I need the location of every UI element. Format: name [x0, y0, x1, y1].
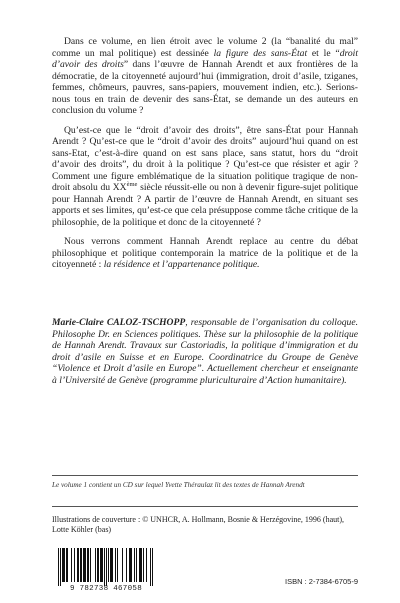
barcode	[48, 548, 164, 594]
barcode-bar	[134, 548, 135, 582]
barcode-bar	[111, 548, 112, 582]
text-run: et le “	[307, 47, 340, 59]
barcode-bar	[139, 548, 140, 582]
author-bio-text: , responsable de l’organisation du colloque. Philosophe Dr. en Sciences politiques. Thèse sur la philosophie de la politique de Hannah Arendt. Travaux sur Castoriadis, la politique d’immigration et du droit d’asile en Suisse et en Europe. Coordinatrice du Groupe de Genève “Violence et Droit d’asile en Europe”. Actuellement chercheur et enseignante à l’Université de Genève (programme pluriculturaire d’Action humanitaire).	[52, 317, 358, 386]
cd-note: Le volume 1 contient un CD sur lequel Yvette Théraulaz lit des textes de Hannah Arendt	[52, 481, 305, 489]
barcode-bar	[60, 548, 61, 586]
barcode-bar	[67, 548, 68, 582]
barcode-bar	[98, 548, 99, 582]
divider-top	[52, 475, 358, 476]
barcode-bar	[85, 548, 86, 582]
barcode-bar	[100, 548, 101, 582]
barcode-bar	[150, 548, 151, 586]
paragraph-2	[52, 125, 358, 229]
barcode-bar	[87, 548, 88, 582]
barcode-number: 9 782738 467058	[69, 585, 142, 593]
author-bio	[52, 317, 358, 386]
divider-bottom	[52, 506, 358, 507]
barcode-bar	[90, 548, 91, 582]
barcode-bar	[80, 548, 81, 582]
italic-run: la figure des sans-État	[213, 47, 308, 59]
barcode-bar	[88, 548, 89, 582]
barcode-bar	[83, 548, 84, 582]
barcode-bar	[122, 548, 123, 582]
barcode-bar	[64, 548, 65, 582]
barcode-bar	[136, 548, 137, 582]
barcode-bar	[104, 548, 105, 586]
barcode-bar	[77, 548, 78, 582]
barcode-bar	[58, 548, 59, 586]
barcode-bar	[71, 548, 72, 582]
barcode-bar	[117, 548, 118, 582]
barcode-bar	[146, 548, 147, 582]
barcode-bar	[141, 548, 142, 582]
barcode-bar	[63, 548, 64, 582]
text-run: Nous verrons comment Hannah Arendt replace au centre du débat philosophique et politique contemporain la matrice de la politique et de la citoyenneté :	[52, 236, 358, 270]
isbn: ISBN : 2-7384-6705-9	[285, 577, 358, 586]
barcode-bar	[140, 548, 141, 582]
barcode-bar	[152, 548, 153, 586]
barcode-bar	[81, 548, 82, 582]
barcode-bar	[74, 548, 75, 582]
text-run: Qu’est-ce que le “droit d’avoir des droits”, être sans-État pour Hannah Arendt ? Qu’est-ce que le “droit d’avoir des droits” aujourd’hui quand on est sans-Etat, c’est-à-dire quand on est sans place, sans statut, hors du “droit d’avoir des droits”, du droit à la politique ? Qu’est-ce que résister et agir ? Comment une figure emblématique de la situation politique tragique de non-droit absolu du XX	[52, 124, 358, 193]
description-text	[52, 36, 358, 271]
barcode-bar	[131, 548, 132, 582]
barcode-bar	[84, 548, 85, 582]
text-run: Dans ce volume, en lien étroit avec le volume 2 (la “banalité du mal” comme un mal politique) est dessinée	[52, 36, 358, 59]
barcode-bar	[112, 548, 113, 582]
paragraph-3	[52, 236, 358, 271]
barcode-bar	[95, 548, 96, 582]
barcode-bar	[110, 548, 111, 582]
barcode-bar	[126, 548, 127, 582]
illustration-credits: Illustrations de couverture : © UNHCR, A. Hollmann, Bosnie & Herzégovine, 1996 (haut), Lotte Köhler (bas)	[52, 515, 345, 534]
barcode-bar	[101, 548, 102, 582]
italic-run: la résidence et l’appartenance politique.	[103, 259, 260, 270]
barcode-bar	[143, 548, 144, 582]
barcode-bar	[115, 548, 116, 582]
barcode-bar	[78, 548, 79, 582]
text-run: siècle réussit-elle ou non à devenir figure-sujet politique pour Hannah Arendt ? A partir de l’œuvre de Hannah Arendt, en situant ses apports et ses limites, qu’est-ce que cela présuppose comme tâche critique de la philosophie, de la politique et donc de la citoyenneté ?	[52, 182, 358, 228]
paragraph-1	[52, 36, 358, 117]
superscript-run: ème	[126, 180, 138, 188]
barcode-bar	[102, 548, 103, 582]
barcode-bars	[48, 548, 164, 586]
author-name: Marie-Claire CALOZ-TSCHOPP	[52, 317, 186, 328]
italic-run: droit d’avoir des droits	[52, 47, 358, 70]
barcode-bar	[106, 548, 107, 586]
barcode-bar	[66, 548, 67, 582]
barcode-bar	[129, 548, 130, 582]
text-run: ” dans l’œuvre de Hannah Arendt et aux frontières de la démocratie, de la citoyenneté aujourd’hui (immigration, droit d’asile, tziganes, femmes, chômeurs, pauvres, sans-papiers, mouvement indien, etc.). Serions-nous tous en train de devenir des sans-État, se demande un des auteurs en conclusion du volume ?	[52, 59, 358, 116]
barcode-bar	[108, 548, 109, 582]
barcode-bar	[62, 548, 63, 582]
barcode-bar	[130, 548, 131, 582]
barcode-bar	[97, 548, 98, 582]
